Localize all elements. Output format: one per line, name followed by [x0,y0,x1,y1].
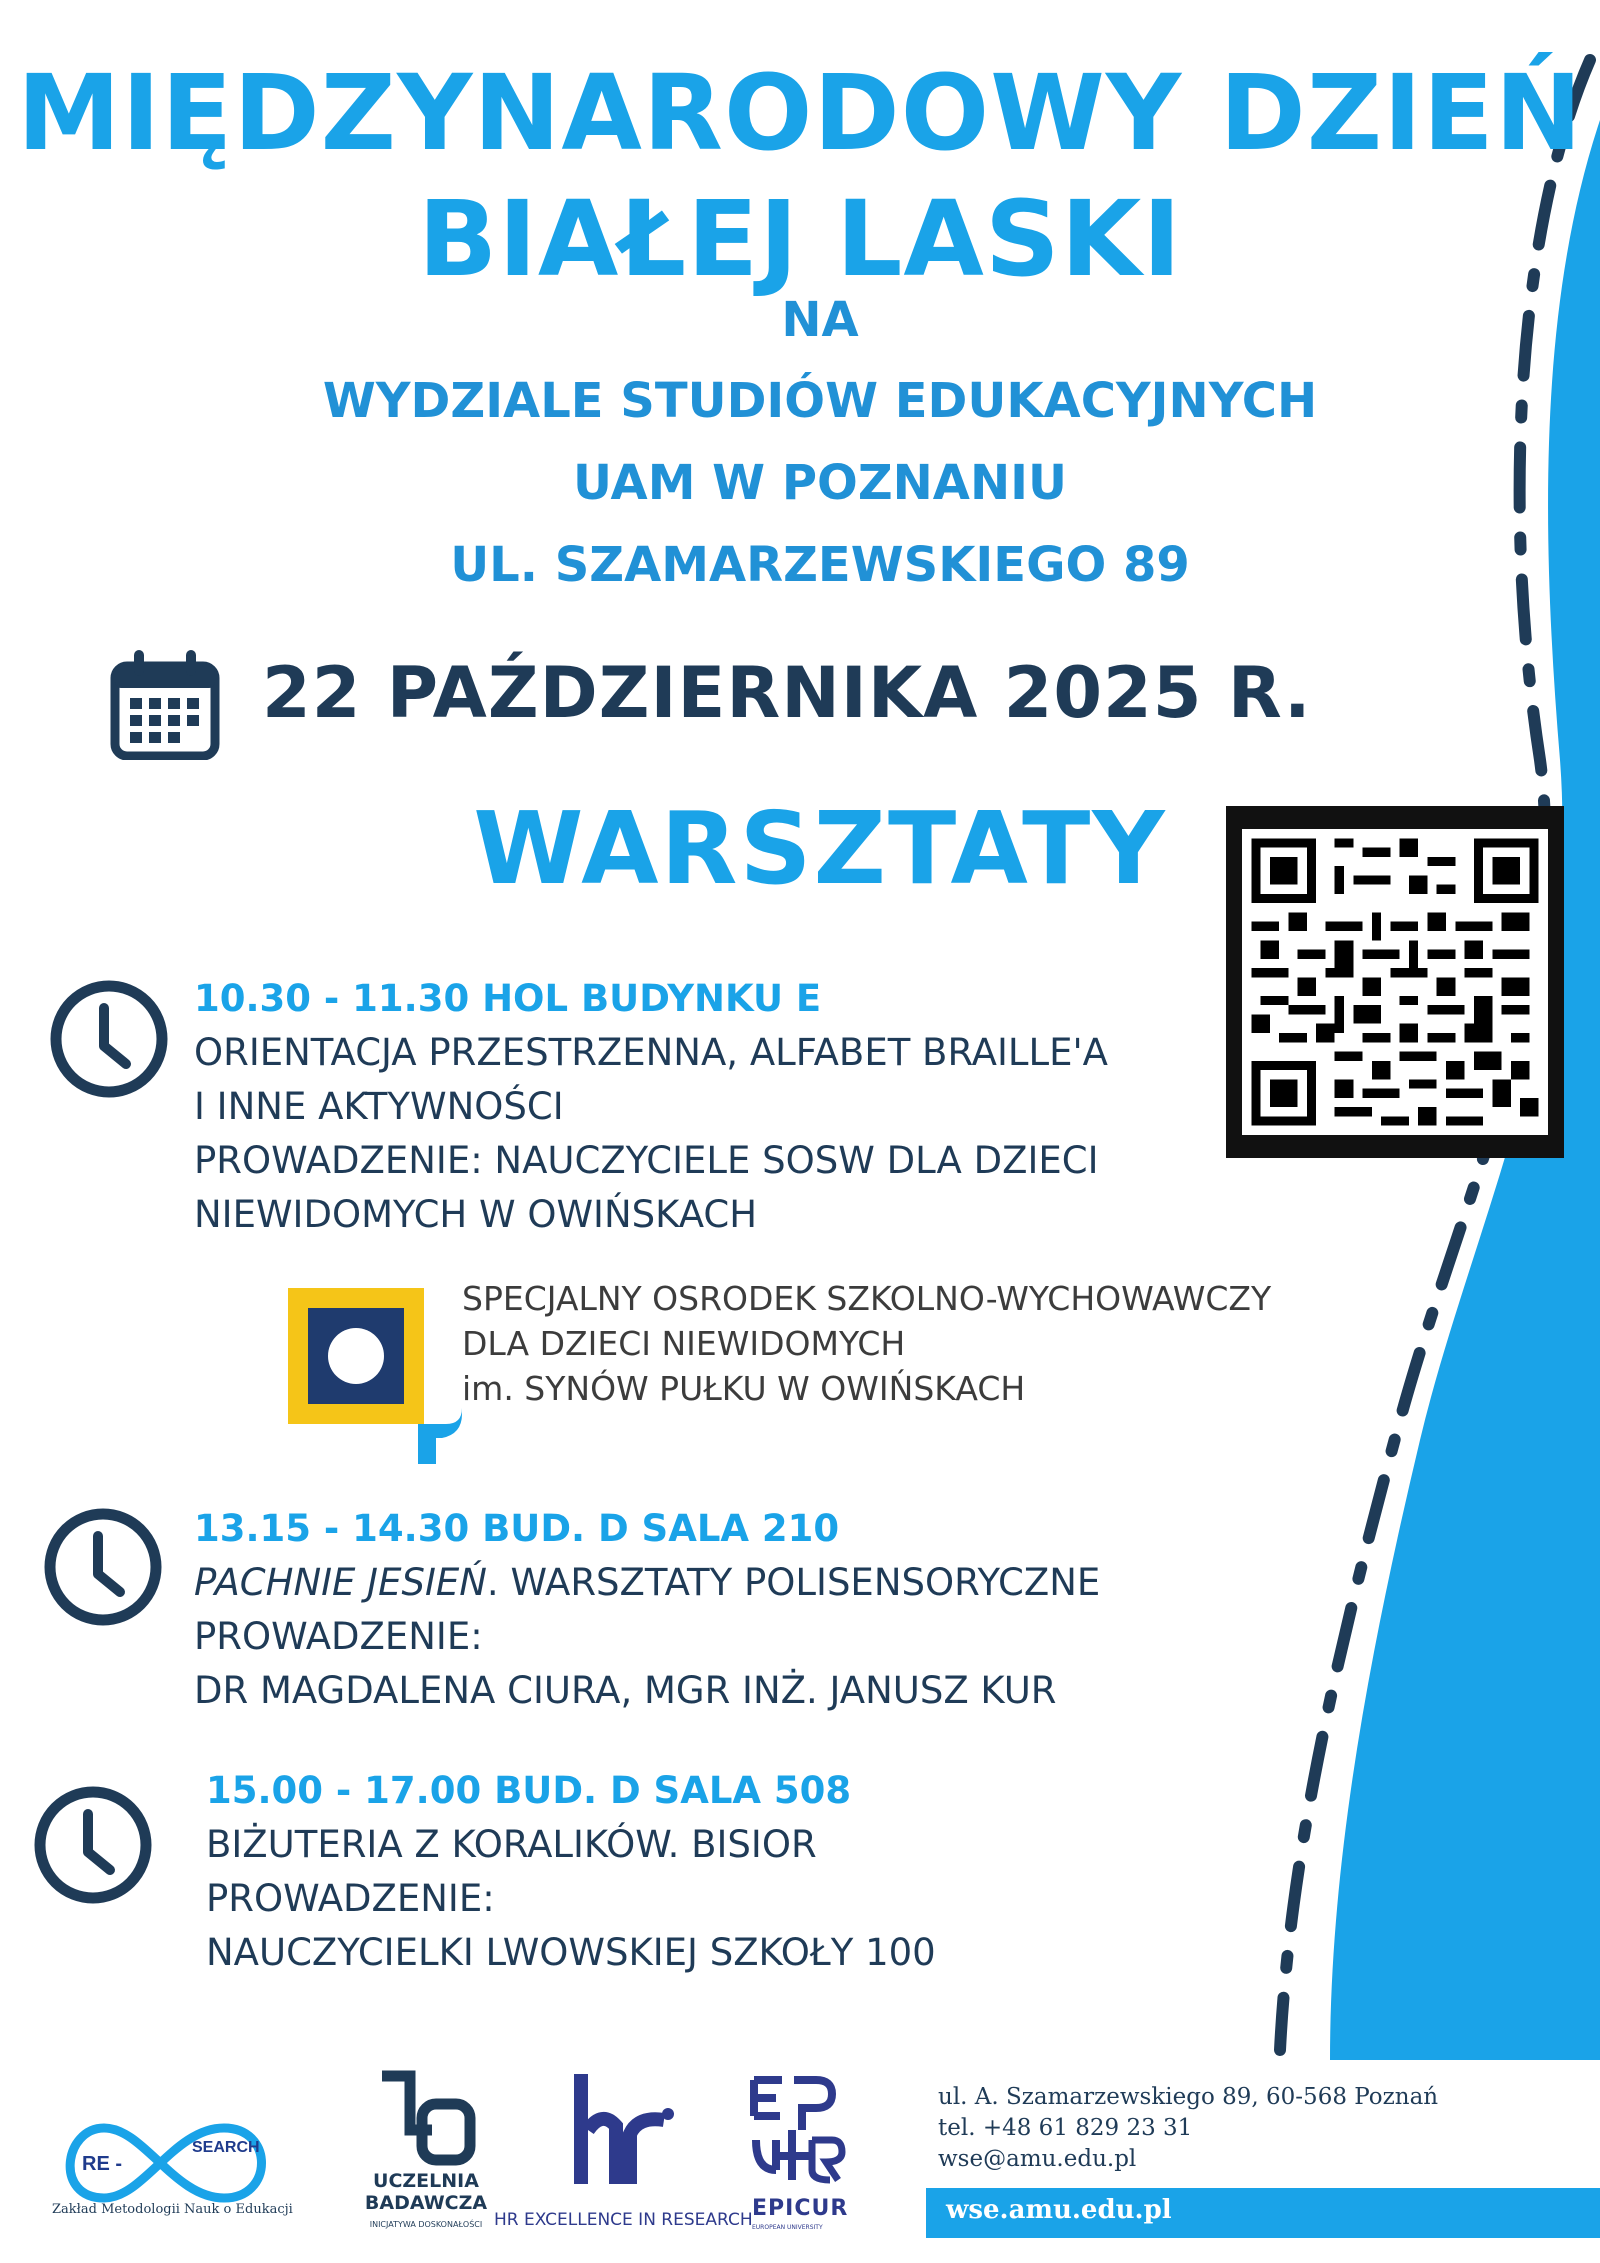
workshop-1-line1: ORIENTACJA PRZESTRZENNA, ALFABET BRAILLE'A [194,1031,1108,1074]
footer-address: ul. A. Szamarzewskiego 89, 60-568 Poznań [938,2084,1439,2110]
research-logo-text-a: RE - [82,2153,122,2175]
epicur-caption: EPICUR [752,2196,849,2221]
subtitle-na: NA [781,292,859,348]
workshop-3-time: 15.00 - 17.00 BUD. D SALA 508 [206,1769,852,1812]
partner-line3: im. SYNÓW PUŁKU W OWIŃSKACH [462,1369,1026,1408]
research-caption: Zakład Metodologii Nauk o Edukacji [52,2202,293,2217]
footer-contact [938,2082,1438,2175]
workshop-1 [194,972,1108,1242]
workshop-2-time: 13.15 - 14.30 BUD. D SALA 210 [194,1507,840,1550]
hr-caption: HR EXCELLENCE IN RESEARCH [494,2210,753,2230]
calendar-icon [110,648,220,760]
ub-small: INICJATYWA DOSKONAŁOŚCI [369,2220,483,2229]
hr-excellence-logo [568,2070,678,2190]
research-logo-text-b: SEARCH [192,2139,260,2156]
subtitle-university: UAM W POZNANIU [573,455,1067,511]
partner-line1: SPECJALNY OSRODEK SZKOLNO-WYCHOWAWCZY [462,1279,1272,1318]
workshop-1-line3: PROWADZENIE: NAUCZYCIELE SOSW DLA DZIECI [194,1139,1099,1182]
qr-code-image [1242,822,1548,1142]
sosw-logo [286,1286,476,1466]
workshop-3-line3: NAUCZYCIELKI LWOWSKIEJ SZKOŁY 100 [206,1931,936,1974]
partner-name [462,1276,1271,1411]
footer-phone[interactable]: tel. +48 61 829 23 31 [938,2115,1193,2141]
workshop-2-line3: DR MAGDALENA CIURA, MGR INŻ. JANUSZ KUR [194,1669,1057,1712]
uczelnia-badawcza-logo [370,2070,480,2170]
footer-email[interactable]: wse@amu.edu.pl [938,2146,1137,2172]
footer-website-link[interactable]: wse.amu.edu.pl [946,2195,1172,2225]
section-title-workshops: WARSZTATY [473,790,1167,907]
workshop-2-title-italic: PACHNIE JESIEŃ [194,1561,487,1604]
workshop-3-line2: PROWADZENIE: [206,1877,495,1920]
clock-icon [48,978,170,1100]
clock-icon [32,1784,154,1906]
workshop-1-line2: I INNE AKTYWNOŚCI [194,1085,564,1128]
subtitle-address: UL. SZAMARZEWSKIEGO 89 [450,537,1190,593]
workshop-3-line1: BIŻUTERIA Z KORALIKÓW. BISIOR [206,1823,817,1866]
workshop-1-time: 10.30 - 11.30 HOL BUDYNKU E [194,977,822,1020]
qr-code[interactable] [1226,806,1564,1158]
workshop-2-line2: PROWADZENIE: [194,1615,483,1658]
workshop-2 [194,1502,1100,1718]
subtitle-faculty: WYDZIALE STUDIÓW EDUKACYJNYCH [322,373,1318,429]
epicur-logo [746,2070,846,2190]
event-date: 22 PAŹDZIERNIKA 2025 R. [262,652,1312,734]
workshop-2-title-rest: . WARSZTATY POLISENSORYCZNE [486,1561,1101,1604]
epicur-small: EUROPEAN UNIVERSITY [752,2224,823,2231]
clock-icon [42,1506,164,1628]
workshop-2-title [194,1556,1100,1610]
ub-line1: UCZELNIA [373,2170,479,2192]
partner-line2: DLA DZIECI NIEWIDOMYCH [462,1324,906,1363]
page-title-line1: MIĘDZYNARODOWY DZIEŃ [17,52,1583,174]
ub-line2: BADAWCZA [364,2192,488,2214]
workshop-3 [206,1764,936,1980]
page-title-line2: BIAŁEJ LASKI [417,178,1183,300]
workshop-1-line4: NIEWIDOMYCH W OWIŃSKACH [194,1193,758,1236]
ub-text [356,2170,496,2214]
footer-website-bar [926,2188,1600,2238]
